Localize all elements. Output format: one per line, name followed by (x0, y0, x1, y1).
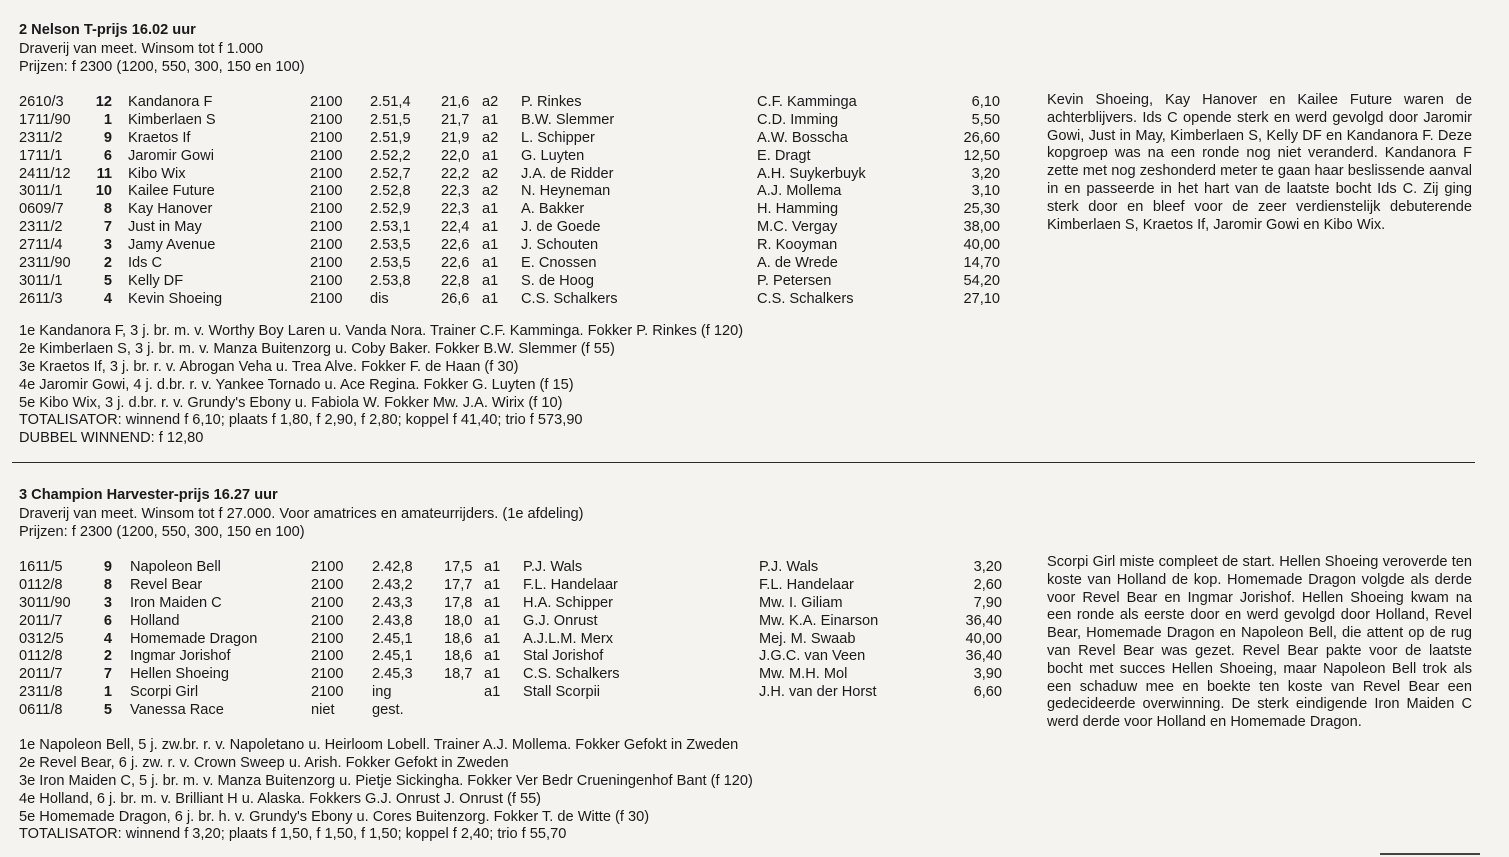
distance-cell: 2100 (310, 237, 343, 254)
time-cell: 2.53,1 (370, 219, 411, 236)
horse-cell: Just in May (128, 219, 202, 236)
horse-cell: Kay Hanover (128, 201, 213, 218)
driver-cell: S. de Hoog (521, 272, 595, 289)
time-cell: 2.51,5 (370, 111, 411, 128)
race-conditions: Draverij van meet. Winsom tot f 1.000 (19, 41, 264, 57)
start-cell: a1 (484, 559, 501, 575)
form-cell: 1711/1 (19, 147, 63, 164)
number-cell: 10 (95, 183, 112, 200)
horse-cell: Kimberlaen S (128, 111, 216, 128)
result-row (0, 148, 1020, 166)
km-time-cell: 22,0 (441, 147, 470, 164)
horse-cell: Holland (130, 612, 180, 629)
driver-cell: P.J. Wals (523, 559, 583, 575)
time-cell: 2.52,9 (370, 201, 411, 218)
km-time-cell: 22,6 (441, 255, 470, 272)
horse-cell: Kevin Shoeing (128, 290, 223, 307)
driver-cell: Stall Scorpii (523, 684, 601, 701)
number-cell: 2 (103, 648, 112, 665)
trainer-cell: C.D. Imming (757, 111, 839, 128)
km-time-cell: 22,6 (441, 237, 470, 254)
form-cell: 0611/8 (19, 702, 63, 719)
time-cell: 2.53,5 (370, 237, 411, 254)
result-row (0, 201, 1020, 219)
odds-cell: 36,40 (965, 648, 1002, 665)
result-row (0, 112, 1020, 130)
distance-cell: 2100 (311, 594, 344, 611)
trainer-cell: Mw. I. Giliam (759, 594, 843, 611)
driver-cell: N. Heyneman (521, 183, 611, 200)
distance-cell: 2100 (310, 201, 343, 218)
horse-cell: Vanessa Race (130, 702, 224, 719)
number-cell: 6 (103, 612, 112, 629)
driver-cell: J. de Goede (521, 219, 601, 236)
distance-cell: 2100 (311, 630, 344, 647)
distance-cell: 2100 (311, 612, 344, 629)
number-cell: 3 (103, 237, 112, 254)
horse-cell: Jaromir Gowi (128, 147, 214, 164)
totalisator-line: TOTALISATOR: winnend f 6,10; plaats f 1,80, f 2,90, f 2,80; koppel f 41,40; trio f 573,90 (19, 412, 583, 429)
result-row (0, 237, 1020, 255)
start-cell: a1 (482, 272, 499, 289)
result-row (0, 702, 1020, 720)
form-cell: 0609/7 (19, 201, 64, 218)
odds-cell: 27,10 (963, 290, 1000, 307)
number-cell: 8 (103, 576, 112, 593)
form-cell: 3011/90 (19, 594, 71, 611)
driver-cell: C.S. Schalkers (521, 290, 618, 307)
horse-cell: Revel Bear (130, 576, 203, 593)
trainer-cell: J.G.C. van Veen (759, 648, 866, 665)
number-cell: 1 (103, 111, 112, 128)
start-cell: a1 (484, 630, 501, 647)
totalisator-line: TOTALISATOR: winnend f 3,20; plaats f 1,50, f 1,50, f 1,50; koppel f 2,40; trio f 55,70 (19, 826, 567, 843)
start-cell: a1 (484, 576, 501, 593)
result-row (0, 219, 1020, 237)
km-time-cell: 22,2 (441, 165, 470, 182)
horse-cell: Iron Maiden C (130, 594, 222, 611)
start-cell: a1 (482, 147, 499, 164)
horse-cell: Kraetos If (128, 129, 191, 146)
distance-cell: 2100 (310, 129, 343, 146)
trainer-cell: A.H. Suykerbuyk (757, 165, 866, 182)
result-row (0, 684, 1020, 702)
form-cell: 2610/3 (19, 94, 64, 110)
trainer-cell: C.S. Schalkers (757, 290, 854, 307)
result-row (0, 130, 1020, 148)
number-cell: 9 (103, 559, 112, 575)
horse-cell: Scorpi Girl (130, 684, 199, 701)
placings-list (19, 323, 743, 448)
placing-line: 2e Revel Bear, 6 j. zw. r. v. Crown Sweep u. Arish. Fokker Gefokt in Zweden (19, 754, 509, 771)
distance-cell: 2100 (310, 94, 343, 110)
result-row (0, 666, 1020, 684)
driver-cell: E. Cnossen (521, 255, 597, 272)
odds-cell: 3,10 (971, 183, 1000, 200)
number-cell: 3 (103, 594, 112, 611)
race-title: 2 Nelson T-prijs 16.02 uur (19, 22, 196, 38)
distance-cell: 2100 (310, 255, 343, 272)
start-cell: a1 (484, 648, 501, 665)
km-time-cell: 21,7 (441, 111, 470, 128)
horse-cell: Napoleon Bell (130, 559, 221, 575)
start-cell: a1 (482, 290, 499, 307)
form-cell: 3011/1 (19, 183, 63, 200)
form-cell: 1711/90 (19, 111, 71, 128)
distance-cell: 2100 (310, 272, 343, 289)
form-cell: 0112/8 (19, 576, 63, 593)
time-cell: 2.45,1 (372, 648, 413, 665)
km-time-cell: 18,6 (444, 648, 473, 665)
trainer-cell: Mw. K.A. Einarson (759, 612, 879, 629)
km-time-cell: 26,6 (441, 290, 470, 307)
section-divider (12, 462, 1475, 463)
horse-cell: Kibo Wix (128, 165, 186, 182)
distance-cell: 2100 (311, 576, 344, 593)
form-cell: 2311/2 (19, 219, 63, 236)
result-row (0, 613, 1020, 631)
odds-cell: 12,50 (963, 147, 1000, 164)
time-cell: 2.45,3 (372, 666, 413, 683)
result-row (0, 648, 1020, 666)
results-table (0, 94, 1020, 309)
odds-cell: 40,00 (965, 630, 1002, 647)
trainer-cell: J.H. van der Horst (759, 684, 877, 701)
odds-cell: 7,90 (973, 594, 1002, 611)
trainer-cell: Mw. M.H. Mol (759, 666, 848, 683)
time-cell: 2.51,9 (370, 129, 411, 146)
odds-cell: 40,00 (963, 237, 1000, 254)
time-cell: ing (372, 684, 392, 701)
placing-line: 4e Holland, 6 j. br. m. v. Brilliant H u. Alaska. Fokkers G.J. Onrust J. Onrust (f 55) (19, 790, 542, 807)
result-row (0, 273, 1020, 291)
time-cell: 2.52,7 (370, 165, 411, 182)
trainer-cell: H. Hamming (757, 201, 839, 218)
start-cell: a2 (482, 183, 499, 200)
result-row (0, 559, 1020, 577)
start-cell: a1 (484, 594, 501, 611)
odds-cell: 26,60 (963, 129, 1000, 146)
form-cell: 2611/3 (19, 290, 63, 307)
result-row (0, 94, 1020, 112)
form-cell: 2011/7 (19, 612, 63, 629)
result-row (0, 166, 1020, 184)
driver-cell: Stal Jorishof (523, 648, 604, 665)
odds-cell: 6,10 (971, 94, 1000, 110)
trainer-cell: A.W. Bosscha (757, 129, 848, 146)
odds-cell: 25,30 (963, 201, 1000, 218)
start-cell: a1 (482, 111, 499, 128)
form-cell: 2311/2 (19, 129, 63, 146)
km-time-cell: 22,3 (441, 201, 470, 218)
placing-line: 3e Kraetos If, 3 j. br. r. v. Abrogan Veha u. Trea Alve. Fokker F. de Haan (f 30) (19, 358, 519, 375)
time-cell: 2.43,8 (372, 612, 413, 629)
odds-cell: 3,90 (973, 666, 1002, 683)
number-cell: 7 (103, 219, 112, 236)
placing-line: 5e Homemade Dragon, 6 j. br. h. v. Grundy's Ebony u. Cores Buitenzorg. Fokker T. de Witte (f 30) (19, 808, 650, 825)
placings-list (19, 737, 753, 844)
horse-cell: Ingmar Jorishof (130, 648, 231, 665)
number-cell: 4 (103, 630, 112, 647)
horse-cell: Kailee Future (128, 183, 215, 200)
start-cell: a1 (484, 666, 501, 683)
odds-cell: 14,70 (963, 255, 1000, 272)
km-time-cell: 22,3 (441, 183, 470, 200)
time-cell: 2.52,2 (370, 147, 411, 164)
driver-cell: G. Luyten (521, 147, 585, 164)
driver-cell: L. Schipper (521, 129, 595, 146)
start-cell: a1 (482, 237, 499, 254)
km-time-cell: 22,8 (441, 272, 470, 289)
start-cell: a1 (482, 219, 499, 236)
distance-cell: 2100 (311, 666, 344, 683)
time-cell: gest. (372, 702, 404, 719)
horse-cell: Ids C (128, 255, 163, 272)
form-cell: 2411/12 (19, 165, 71, 182)
odds-cell: 38,00 (963, 219, 1000, 236)
time-cell: 2.52,8 (370, 183, 411, 200)
time-cell: 2.51,4 (370, 94, 411, 110)
km-time-cell: 17,7 (444, 576, 473, 593)
number-cell: 6 (103, 147, 112, 164)
form-cell: 0312/5 (19, 630, 64, 647)
race-prizes: Prijzen: f 2300 (1200, 550, 300, 150 en 100) (19, 524, 305, 540)
form-cell: 1611/5 (19, 559, 63, 575)
start-cell: a1 (482, 255, 499, 272)
placing-line: 1e Kandanora F, 3 j. br. m. v. Worthy Boy Laren u. Vanda Nora. Trainer C.F. Kamminga. Fokker P. Rinkes (f 120) (19, 323, 744, 339)
result-row (0, 291, 1020, 309)
trainer-cell: C.F. Kamminga (757, 94, 857, 110)
distance-cell: 2100 (310, 147, 343, 164)
start-cell: a2 (482, 94, 499, 110)
number-cell: 5 (103, 702, 112, 719)
placing-line: 3e Iron Maiden C, 5 j. br. m. v. Manza Buitenzorg u. Pietje Sickingha. Fokker Ver Bedr Crueningenhof Bant (f 120) (19, 772, 753, 789)
number-cell: 8 (103, 201, 112, 218)
driver-cell: J.A. de Ridder (521, 165, 614, 182)
number-cell: 2 (103, 255, 112, 272)
time-cell: 2.53,5 (370, 255, 411, 272)
result-row (0, 595, 1020, 613)
trainer-cell: F.L. Handelaar (759, 576, 854, 593)
km-time-cell: 17,8 (444, 594, 473, 611)
form-cell: 3011/1 (19, 272, 63, 289)
distance-cell: niet (311, 702, 335, 719)
trainer-cell: A.J. Mollema (757, 183, 842, 200)
form-cell: 0112/8 (19, 648, 63, 665)
driver-cell: J. Schouten (521, 237, 599, 254)
start-cell: a1 (484, 612, 501, 629)
km-time-cell: 17,5 (444, 559, 473, 575)
horse-cell: Jamy Avenue (128, 237, 216, 254)
distance-cell: 2100 (310, 219, 343, 236)
start-cell: a2 (482, 165, 499, 182)
race-conditions: Draverij van meet. Winsom tot f 27.000. Voor amatrices en amateurrijders. (1e afdeling) (19, 506, 584, 522)
result-row (0, 183, 1020, 201)
time-cell: 2.53,8 (370, 272, 411, 289)
time-cell: 2.42,8 (372, 559, 413, 575)
trainer-cell: M.C. Vergay (757, 219, 838, 236)
odds-cell: 36,40 (965, 612, 1002, 629)
form-cell: 2311/8 (19, 684, 63, 701)
driver-cell: H.A. Schipper (523, 594, 614, 611)
distance-cell: 2100 (310, 183, 343, 200)
start-cell: a2 (482, 129, 499, 146)
odds-cell: 54,20 (963, 272, 1000, 289)
number-cell: 12 (95, 94, 112, 110)
bottom-edge-rule (1380, 853, 1480, 855)
time-cell: dis (370, 290, 389, 307)
distance-cell: 2100 (310, 111, 343, 128)
time-cell: 2.45,1 (372, 630, 413, 647)
km-time-cell: 21,9 (441, 129, 470, 146)
odds-cell: 5,50 (971, 111, 1000, 128)
trainer-cell: Mej. M. Swaab (759, 630, 856, 647)
odds-cell: 2,60 (973, 576, 1002, 593)
trainer-cell: E. Dragt (757, 147, 811, 164)
result-row (0, 255, 1020, 273)
number-cell: 7 (103, 666, 112, 683)
driver-cell: A.J.L.M. Merx (523, 630, 614, 647)
km-time-cell: 18,6 (444, 630, 473, 647)
start-cell: a1 (482, 201, 499, 218)
driver-cell: C.S. Schalkers (523, 666, 620, 683)
time-cell: 2.43,2 (372, 576, 413, 593)
driver-cell: A. Bakker (521, 201, 585, 218)
odds-cell: 3,20 (971, 165, 1000, 182)
race-report: Scorpi Girl miste compleet de start. Hellen Shoeing veroverde ten koste van Holland de kop. Homemade Dragon volgde als derde voor Revel Bear en Ingmar Jorishof. Hellen Shoeing kwam na een ronde als eerste door en werd gevolgd door Holland, Revel Bear, Homemade Dragon en Napoleon Bell, die attent op de rug van Revel Bear was gezet. Revel Bear pakte voor de laatste bocht met succes Hellen Shoeing, maar Napoleon Bell trok als een schaduw mee en boekte ten koste van Revel Bear een gedecideerde overwinning. De sterk eindigende Iron Maiden C werd derde voor Holland en Homemade Dragon. (1047, 554, 1472, 731)
number-cell: 5 (103, 272, 112, 289)
horse-cell: Kandanora F (128, 94, 213, 110)
distance-cell: 2100 (310, 290, 343, 307)
form-cell: 2711/4 (19, 237, 63, 254)
km-time-cell: 21,6 (441, 94, 470, 110)
km-time-cell: 22,4 (441, 219, 470, 236)
trainer-cell: P.J. Wals (759, 559, 819, 575)
horse-cell: Kelly DF (128, 272, 184, 289)
placing-line: 1e Napoleon Bell, 5 j. zw.br. r. v. Napoletano u. Heirloom Lobell. Trainer A.J. Mollema. Fokker Gefokt in Zweden (19, 737, 739, 753)
placing-line: 5e Kibo Wix, 3 j. d.br. r. v. Grundy's Ebony u. Fabiola W. Fokker Mw. J.A. Wirix (f 10) (19, 394, 563, 411)
driver-cell: P. Rinkes (521, 94, 582, 110)
km-time-cell: 18,0 (444, 612, 473, 629)
race-report: Kevin Shoeing, Kay Hanover en Kailee Future waren de achterblijvers. Ids C opende sterk en werd gevolgd door Jaromir Gowi, Just in May, Kimberlaen S, Kelly DF en Kandanora F. Deze kopgroep was na een ronde nog niet veranderd. Kandanora F zette met nog zeshonderd meter te gaan haar beslissende aanval in en passeerde in het hart van de laatste bocht Ids C. Zij ging sterk door en bleef voor de zeer verdienstelijk debuterende Kimberlaen S, Kraetos If, Jaromir Gowi en Kibo Wix. (1047, 92, 1472, 233)
dubbel-winnend-line: DUBBEL WINNEND: f 12,80 (19, 430, 204, 447)
result-row (0, 631, 1020, 649)
driver-cell: B.W. Slemmer (521, 111, 615, 128)
distance-cell: 2100 (310, 165, 343, 182)
number-cell: 11 (96, 165, 112, 182)
distance-cell: 2100 (311, 684, 344, 701)
odds-cell: 3,20 (973, 559, 1002, 575)
driver-cell: F.L. Handelaar (523, 576, 618, 593)
start-cell: a1 (484, 684, 501, 701)
placing-line: 2e Kimberlaen S, 3 j. br. m. v. Manza Buitenzorg u. Coby Baker. Fokker B.W. Slemmer (f 55) (19, 340, 615, 357)
result-row (0, 577, 1020, 595)
form-cell: 2011/7 (19, 666, 63, 683)
time-cell: 2.43,3 (372, 594, 413, 611)
trainer-cell: P. Petersen (757, 272, 832, 289)
race-prizes: Prijzen: f 2300 (1200, 550, 300, 150 en 100) (19, 59, 305, 75)
number-cell: 9 (103, 129, 112, 146)
form-cell: 2311/90 (19, 255, 71, 272)
number-cell: 1 (103, 684, 112, 701)
placing-line: 4e Jaromir Gowi, 4 j. d.br. r. v. Yankee Tornado u. Ace Regina. Fokker G. Luyten (f 15) (19, 376, 574, 393)
driver-cell: G.J. Onrust (523, 612, 598, 629)
distance-cell: 2100 (311, 559, 344, 575)
odds-cell: 6,60 (973, 684, 1002, 701)
race-title: 3 Champion Harvester-prijs 16.27 uur (19, 487, 278, 503)
horse-cell: Homemade Dragon (130, 630, 258, 647)
trainer-cell: A. de Wrede (757, 255, 838, 272)
km-time-cell: 18,7 (444, 666, 473, 683)
distance-cell: 2100 (311, 648, 344, 665)
results-table (0, 559, 1020, 720)
trainer-cell: R. Kooyman (757, 237, 838, 254)
horse-cell: Hellen Shoeing (130, 666, 229, 683)
number-cell: 4 (103, 290, 112, 307)
